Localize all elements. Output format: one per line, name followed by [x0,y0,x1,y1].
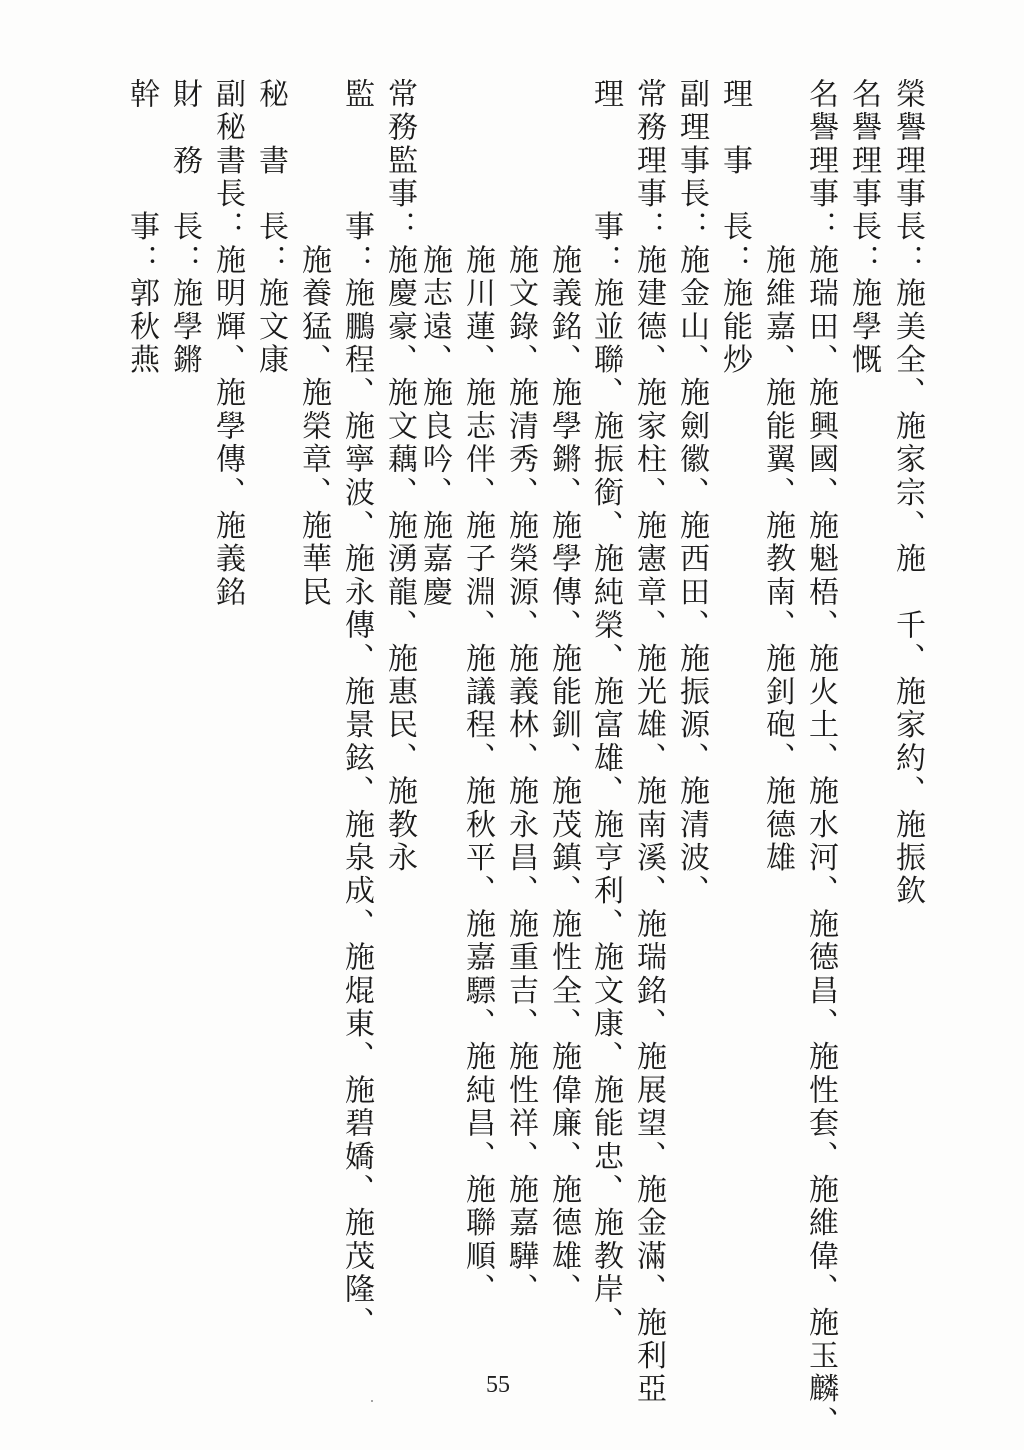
executive-supervisor-column: 常務監事：施慶豪、施文藕、施湧龍、施惠民、施教永 [382,78,417,875]
staff-officer-column: 幹 事：郭秋燕 [124,78,159,377]
secretary-general-column: 秘 書 長：施文康 [253,78,288,377]
executive-director-column: 常務理事：施建德、施家柱、施憲章、施光雄、施南溪、施瑞銘、施展望、施金滿、施利亞 [631,78,666,1406]
deputy-secretary-general-column: 副秘書長：施明輝、施學傳、施義銘 [210,78,245,610]
honorary-director-column: 名譽理事：施瑞田、施興國、施魁梧、施火土、施水河、施德昌、施性套、施維偉、施玉麟、 [803,78,838,1440]
honorary-chairman-column: 榮譽理事長：施美全、施家宗、施 千、施家約、施振欽 [890,78,925,908]
supervisor-continued-column: 施養猛、施榮章、施華民 [296,78,331,610]
treasurer-column: 財 務 長：施學鏘 [167,78,202,377]
director-continued-column-1: 施義銘、施學鏘、施學傳、施能釧、施茂鎮、施性全、施偉廉、施德雄、 [546,78,581,1307]
chairman-column: 理 事 長：施能炒 [717,78,752,377]
honorary-director-continued-column: 施維嘉、施能翼、施教南、施釗砲、施德雄 [760,78,795,875]
director-continued-column-3: 施川蓮、施志伴、施子淵、施議程、施秋平、施嘉驃、施純昌、施聯順、 [460,78,495,1307]
page-number: 55 [486,1372,510,1398]
vice-chairman-column: 副理事長：施金山、施劍徽、施西田、施振源、施清波、 [674,78,709,908]
director-continued-column-2: 施文錄、施清秀、施榮源、施義林、施永昌、施重吉、施性祥、施嘉驊、 [503,78,538,1307]
director-continued-column-4: 施志遠、施良吟、施嘉慶 [417,78,452,610]
supervisor-column: 監 事：施鵬程、施寧波、施永傳、施景鉉、施泉成、施焜東、施碧嬌、施茂隆、 [339,78,374,1340]
scan-speck [371,1400,373,1402]
honorary-chairman-emeritus-column: 名譽理事長：施學慨 [846,78,881,377]
director-column: 理 事：施並聯、施振銜、施純榮、施富雄、施亨利、施文康、施能忠、施教岸、 [588,78,623,1340]
